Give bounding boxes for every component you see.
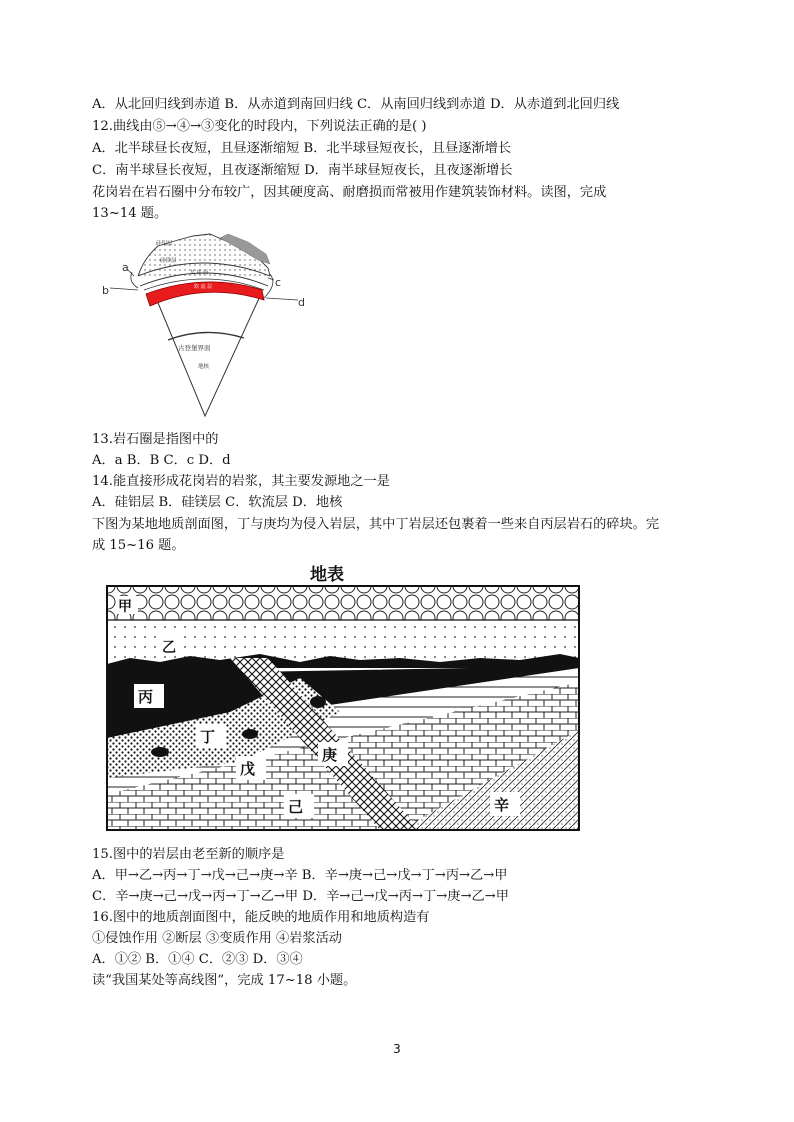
passage-granite: 花岗岩在岩石圈中分布较广，因其硬度高、耐磨损而常被用作建筑装饰材料。读图，完成: [92, 185, 607, 200]
label-jia: 甲: [118, 599, 132, 615]
label-ding: 丁: [200, 728, 216, 746]
marker-a: a: [122, 261, 129, 274]
q16-stem: 16.图中的地质剖面图中，能反映的地质作用和地质构造有: [92, 910, 430, 925]
label-asthenosphere: 软 流 层: [194, 284, 213, 290]
q12-options-cd: C．南半球昼长夜短，且夜逐渐缩短 D．南半球昼短夜长，且夜逐渐增长: [92, 163, 513, 178]
q16-options: A．①② B．①④ C．②③ D．③④: [92, 952, 303, 967]
q16-items: ①侵蚀作用 ②断层 ③变质作用 ④岩浆活动: [92, 931, 342, 946]
q13-stem: 13.岩石圈是指图中的: [92, 432, 219, 447]
label-gutenberg: 古登堡界面: [178, 344, 211, 352]
q12-options-ab: A．北半球昼长夜短，且昼逐渐缩短 B．北半球昼短夜长，且昼逐渐增长: [92, 141, 512, 156]
q15-options-ab: A．甲→乙→丙→丁→戊→己→庚→辛 B．辛→庚→己→戊→丁→丙→乙→甲: [92, 868, 508, 883]
page-number: 3: [393, 1042, 401, 1056]
label-ji: 己: [288, 798, 304, 816]
label-yi: 乙: [162, 640, 176, 656]
marker-b: b: [102, 284, 109, 297]
label-sima: 硅镁层: [160, 258, 177, 264]
marker-c: c: [275, 276, 282, 289]
passage-section: 下图为某地地质剖面图，丁与庚均为侵入岩层，其中丁岩层还包裹着一些来自丙层岩石的碎块。完: [92, 517, 660, 532]
section-title: 地表: [310, 565, 344, 585]
q12-stem: 12.曲线由⑤→④→③变化的时段内，下列说法正确的是( ): [92, 119, 427, 134]
label-bing: 丙: [138, 688, 154, 706]
q14-stem: 14.能直接形成花岗岩的岩浆，其主要发源地之一是: [92, 474, 390, 489]
passage-section-cont: 成 15~16 题。: [92, 538, 185, 553]
q13-options: A．a B．B C．c D．d: [92, 453, 231, 468]
label-wu: 戊: [240, 760, 256, 778]
marker-d: d: [298, 296, 305, 309]
label-xin: 辛: [494, 796, 510, 814]
label-moho: 莫 霍 面: [190, 270, 209, 276]
geologic-section-figure: [100, 562, 586, 834]
label-geng: 庚: [322, 746, 338, 764]
label-core: 地核: [198, 364, 210, 370]
q15-stem: 15.图中的岩层由老至新的顺序是: [92, 847, 285, 862]
q14-options: A．硅铝层 B．硅镁层 C．软流层 D．地核: [92, 495, 343, 510]
earth-structure-figure: [98, 228, 318, 418]
passage-contour: 读“我国某处等高线图”，完成 17~18 小题。: [92, 973, 357, 988]
passage-granite-cont: 13~14 题。: [92, 206, 168, 221]
q15-options-cd: C．辛→庚→己→戊→丙→丁→乙→甲 D．辛→己→戊→丙→丁→庚→乙→甲: [92, 889, 509, 904]
label-sial: 硅铝层: [156, 241, 173, 247]
q11-options: A．从北回归线到赤道 B．从赤道到南回归线 C．从南回归线到赤道 D．从赤道到北回归线: [92, 97, 620, 112]
